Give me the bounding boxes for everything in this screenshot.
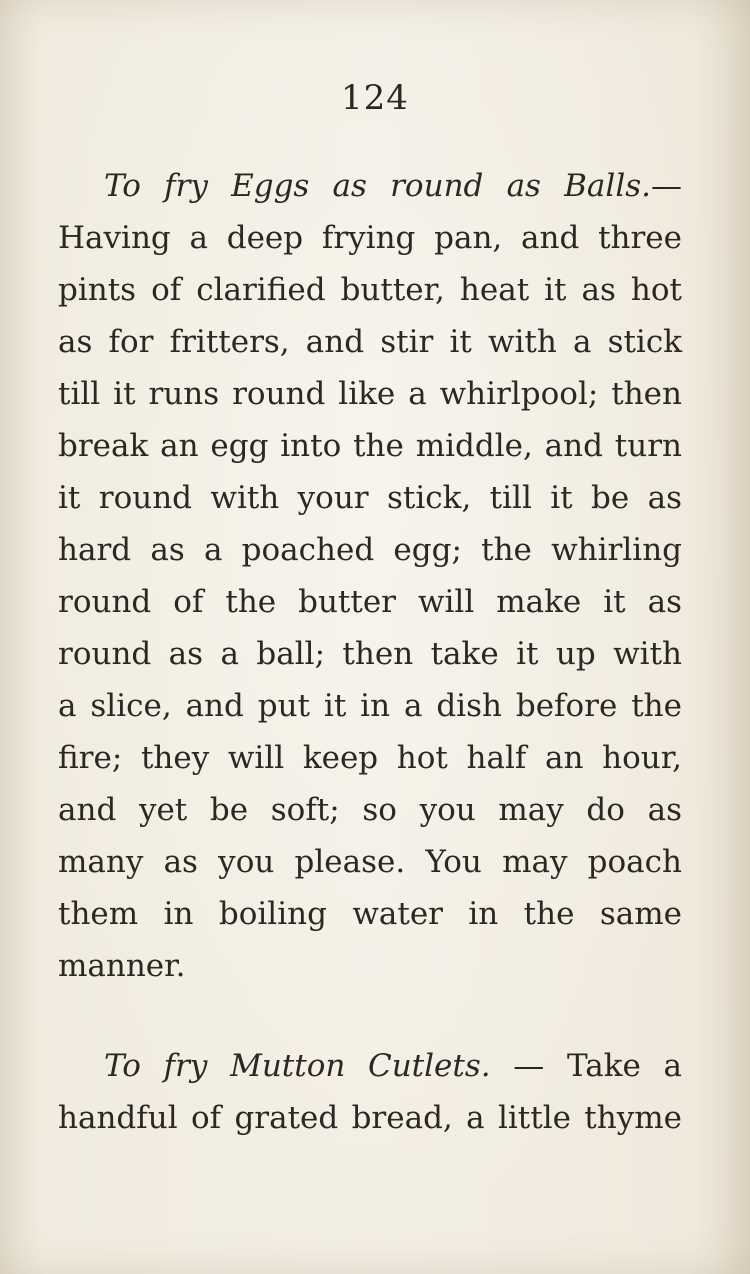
recipe-heading: To fry Mutton Cutlets. [104, 1048, 491, 1084]
text-line: a slice, and put it in a dish before the [58, 688, 682, 724]
text-line: break an egg into the middle, and turn [58, 428, 682, 464]
heading-lead-text: — Take a [490, 1048, 682, 1084]
text-line: Having a deep frying pan, and three [58, 220, 682, 256]
text-line: hard as a poached egg; the whirling [58, 532, 682, 568]
text-line: manner. [58, 948, 186, 984]
text-line: fire; they will keep hot half an hour, [58, 740, 682, 776]
recipe-heading-line [58, 160, 682, 212]
recipe-eggs-as-balls [58, 160, 682, 992]
recipe-mutton-cutlets [58, 1040, 682, 1144]
text-line: round of the butter will make it as [58, 584, 682, 620]
text-line: it round with your stick, till it be as [58, 480, 682, 516]
recipe-heading: To fry Eggs as round as Balls. [104, 168, 651, 204]
text-line: and yet be soft; so you may do as [58, 792, 682, 828]
recipe-heading-line [58, 1040, 682, 1092]
text-line: handful of grated bread, a little thyme [58, 1100, 682, 1136]
page-number: 124 [341, 78, 409, 118]
text-line: many as you please. You may poach [58, 844, 682, 880]
text-line: as for fritters, and stir it with a stick [58, 324, 682, 360]
text-line: pints of clarified butter, heat it as hot [58, 272, 682, 308]
text-line: till it runs round like a whirlpool; then [58, 376, 682, 412]
text-line: round as a ball; then take it up with [58, 636, 682, 672]
heading-dash: — [651, 168, 682, 204]
text-line: them in boiling water in the same [58, 896, 682, 932]
